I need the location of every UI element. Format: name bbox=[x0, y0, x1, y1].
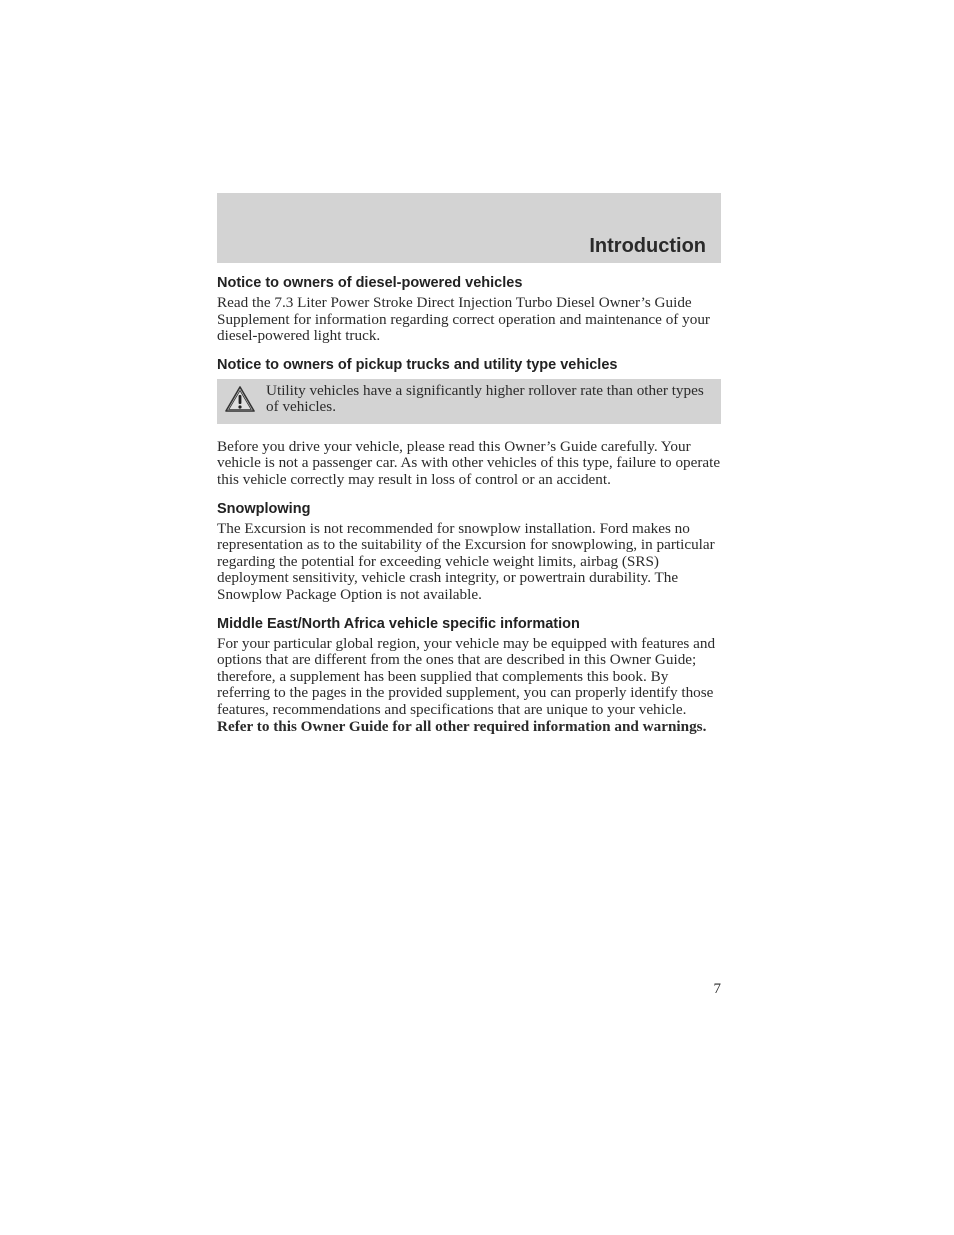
pickup-section bbox=[217, 357, 721, 489]
page-number: 7 bbox=[713, 981, 721, 997]
snowplowing-heading: Snowplowing bbox=[217, 500, 311, 517]
mena-heading: Middle East/North Africa vehicle specific information bbox=[217, 615, 580, 632]
section-header-band bbox=[217, 193, 721, 263]
pickup-body: Before you drive your vehicle, please read this Owner’s Guide carefully. Your vehicle is not a passenger car. As with other vehicles of this type, failure to operate this vehicle correctly may result in loss of control or an accident. bbox=[217, 437, 721, 488]
diesel-section bbox=[217, 275, 721, 345]
mena-section bbox=[217, 616, 721, 736]
section-title: Introduction bbox=[589, 235, 706, 257]
mena-body-bold: Refer to this Owner Guide for all other required information and warnings. bbox=[217, 717, 707, 735]
snowplowing-body: The Excursion is not recommended for snowplow installation. Ford makes no representation as to the suitability of the Excursion for snowplowing, in particular regarding the potential for exceeding vehicle weight limits, airbag (SRS) deployment sensitivity, vehicle crash integrity, or powertrain durability. The Snowplow Package Option is not available. bbox=[217, 519, 715, 603]
page-content bbox=[217, 275, 721, 747]
warning-box bbox=[217, 379, 721, 424]
mena-body bbox=[217, 636, 721, 736]
warning-text: Utility vehicles have a significantly higher rollover rate than other types of vehicles. bbox=[266, 381, 704, 416]
pickup-heading: Notice to owners of pickup trucks and utility type vehicles bbox=[217, 356, 618, 373]
diesel-heading: Notice to owners of diesel-powered vehicles bbox=[217, 275, 523, 291]
warning-triangle-icon bbox=[224, 385, 256, 413]
mena-body-text: For your particular global region, your vehicle may be equipped with features and options that are different from the ones that are described in this Owner Guide; therefore, a supplement has been supplied that complements this book. By referring to the pages in the provided supplement, you can properly identify those features, recommendations and specifications that are unique to your vehicle. bbox=[217, 634, 716, 718]
diesel-body: Read the 7.3 Liter Power Stroke Direct Injection Turbo Diesel Owner’s Guide Supplement for information regarding correct operation and maintenance of your diesel-powered light truck. bbox=[217, 294, 710, 345]
snowplowing-section bbox=[217, 501, 721, 604]
